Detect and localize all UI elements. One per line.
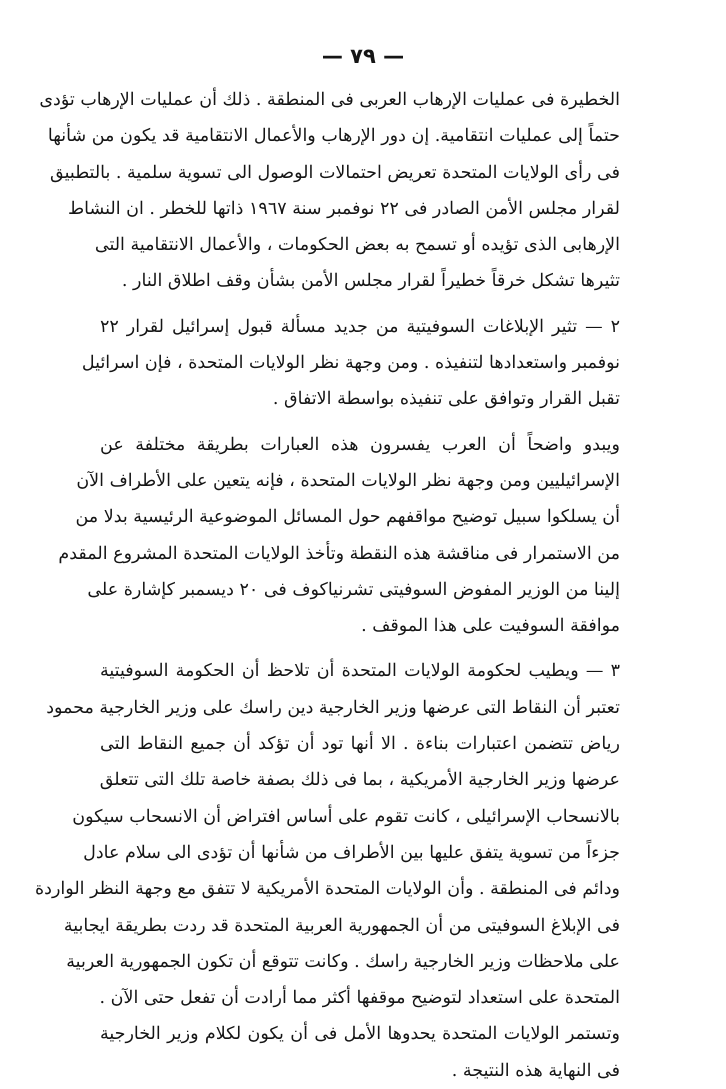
text-line: موافقة السوفيت على هذا الموقف .: [361, 616, 620, 637]
text-line: ويبدو واضحاً أن العرب يفسرون هذه العبارات بطريقة مختلفة عن: [100, 434, 620, 455]
text-line: حتماً إلى عمليات انتقامية. إن دور الإرهاب والأعمال الانتقامية قد يكون من شأنها: [47, 126, 620, 147]
text-line: أن يسلكوا سبيل توضيح مواقفهم حول المسائل الموضوعية الرئيسية بدلا من: [75, 507, 620, 528]
text-line: إلينا من الوزير المفوض السوفيتى تشرنياكوف فى ٢٠ ديسمبر كإشارة على: [87, 579, 620, 600]
paragraph: [81, 309, 620, 418]
paragraph: [35, 653, 620, 1089]
text-line: فى رأى الولايات المتحدة تعريض احتمالات الوصول الى تسوية سلمية . بالتطبيق: [50, 162, 620, 183]
text-line: جزءاً من تسوية يتفق عليها بين الأطراف من شأنها أن تؤدى الى سلام عادل: [83, 842, 620, 863]
text-line: تثيرها تشكل خرقاً خطيراً لقرار مجلس الأمن بشأن وقف اطلاق النار .: [121, 271, 620, 292]
paragraph: [39, 82, 620, 300]
text-line: لقرار مجلس الأمن الصادر فى ٢٢ نوفمبر سنة ١٩٦٧ ذاتها للخطر . ان النشاط: [67, 198, 620, 219]
body-text: [35, 82, 620, 1089]
text-line: تعتبر أن النقاط التى عرضها وزير الخارجية دين راسك على وزير الخارجية محمود: [46, 697, 620, 718]
paragraph: [58, 427, 620, 645]
text-line: ٣ — ويطيب لحكومة الولايات المتحدة أن تلاحظ أن الحكومة السوفيتية: [100, 661, 620, 682]
page-number: — ٧٩ —: [321, 44, 405, 68]
text-line: ودائم فى المنطقة . وأن الولايات المتحدة الأمريكية لا تتفق مع وجهة النظر الواردة: [35, 879, 620, 900]
text-line: على ملاحظات وزير الخارجية راسك . وكانت تتوقع أن تكون الجمهورية العربية: [66, 951, 620, 972]
text-line: فى الإبلاغ السوفيتى من أن الجمهورية العربية المتحدة قد ردت بطريقة ايجابية: [63, 915, 620, 936]
text-line: المتحدة على استعداد لتوضيح موقفها أكثر مما أرادت أن تفعل حتى الآن .: [99, 988, 620, 1009]
text-line: فى النهاية هذه النتيجة .: [451, 1060, 620, 1081]
text-line: عرضها وزير الخارجية الأمريكية ، بما فى ذلك بصفة خاصة تلك التى تتعلق: [99, 770, 620, 791]
text-line: الإسرائيليين ومن وجهة نظر الولايات المتحدة ، فإنه يتعين على الأطراف الآن: [76, 470, 620, 491]
text-line: وتستمر الولايات المتحدة يحدوها الأمل فى أن يكون لكلام وزير الخارجية: [100, 1024, 620, 1045]
text-line: الخطيرة فى عمليات الإرهاب العربى فى المنطقة . ذلك أن عمليات الإرهاب تؤدى: [39, 90, 620, 110]
text-line: رياض تتضمن اعتبارات بناءة . الا أنها تود أن تؤكد أن جميع النقاط التى: [100, 734, 620, 755]
text-line: نوفمبر واستعدادها لتنفيذه . ومن وجهة نظر الولايات المتحدة ، فإن اسرائيل: [81, 353, 620, 374]
text-line: تقبل القرار وتوافق على تنفيذه بواسطة الاتفاق .: [272, 389, 620, 410]
text-line: من الاستمرار فى مناقشة هذه النقطة وتأخذ الولايات المتحدة المشروع المقدم: [58, 543, 620, 564]
text-line: الإرهابى الذى تؤيده أو تسمح به بعض الحكومات ، والأعمال الانتقامية التى: [94, 235, 620, 256]
text-line: ٢ — تثير الإبلاغات السوفيتية من جديد مسألة قبول إسرائيل لقرار ٢٢: [100, 316, 620, 337]
text-line: بالانسحاب الإسرائيلى ، كانت تقوم على أساس افتراض أن الانسحاب سيكون: [72, 806, 620, 827]
